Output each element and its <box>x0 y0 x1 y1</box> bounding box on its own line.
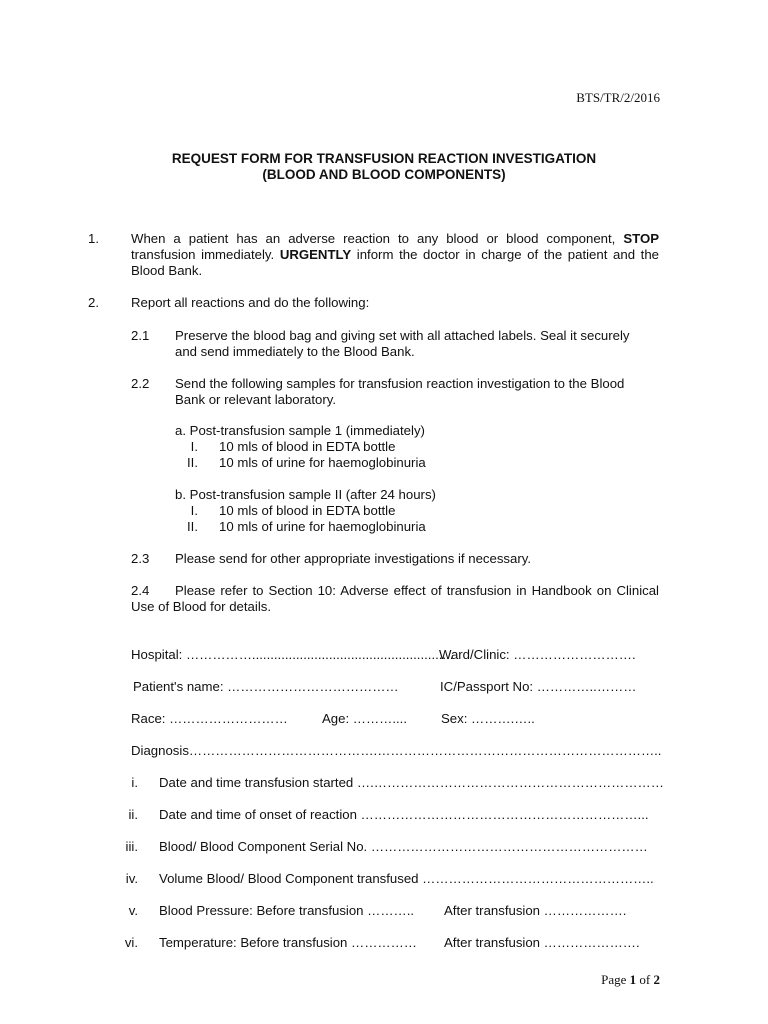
sample-b-heading: b. Post-transfusion sample II (after 24 hours) <box>175 487 436 502</box>
ic-passport-field[interactable]: IC/Passport No: …………..……… <box>440 679 637 694</box>
sample-a-ii-number: II. <box>187 455 198 470</box>
sample-b-ii-number: II. <box>187 519 198 534</box>
sample-a-i-text: 10 mls of blood in EDTA bottle <box>219 439 396 454</box>
sample-b-i-text: 10 mls of blood in EDTA bottle <box>219 503 396 518</box>
item-1-text-part1: When a patient has an adverse reaction to any blood or blood component, <box>131 231 624 246</box>
serial-number-field[interactable]: Blood/ Blood Component Serial No. ……………………………………………………… <box>159 839 648 854</box>
of-word: of <box>636 972 654 987</box>
item-1-text-part3: inform the doctor in charge of the patient and the Blood Bank. <box>131 247 659 278</box>
item-2-1-text: Preserve the blood bag and giving set with all attached labels. Seal it securely and send immediately to the Blood Bank. <box>175 328 630 359</box>
transfusion-start-field[interactable]: Date and time transfusion started ….………………………………………………………… <box>159 775 664 790</box>
row-vi-number: vi. <box>124 935 138 950</box>
item-2-3-text: Please send for other appropriate investigations if necessary. <box>175 551 532 566</box>
row-iii-number: iii. <box>125 839 138 854</box>
temp-before-field[interactable]: Temperature: Before transfusion …………… <box>159 935 417 950</box>
sample-b-i-number: I. <box>190 503 198 518</box>
race-field[interactable]: Race: ……………………… <box>131 711 288 726</box>
item-1-text-part2: transfusion immediately. <box>131 247 280 262</box>
page-current: 1 <box>629 972 637 987</box>
sample-a-heading: a. Post-transfusion sample 1 (immediately) <box>175 423 425 438</box>
item-2-number: 2. <box>88 295 99 310</box>
item-2-2-number: 2.2 <box>131 376 150 391</box>
item-2-2-text: Send the following samples for transfusion reaction investigation to the Blood Bank or relevant laboratory. <box>175 376 625 407</box>
item-1-text <box>131 231 659 279</box>
item-2-4-text <box>131 583 659 615</box>
bp-after-field[interactable]: After transfusion ………………. <box>444 903 627 918</box>
hospital-field[interactable]: Hospital: ……………....................................................... <box>131 647 454 662</box>
sample-b-ii-text: 10 mls of urine for haemoglobinuria <box>219 519 426 534</box>
sex-field[interactable]: Sex: ……….….. <box>441 711 535 726</box>
page-total: 2 <box>653 972 660 987</box>
sample-a-ii-text: 10 mls of urine for haemoglobinuria <box>219 455 426 470</box>
item-2-4-number: 2.4 <box>131 583 150 598</box>
page-subtitle: (BLOOD AND BLOOD COMPONENTS) <box>262 167 506 182</box>
patient-name-field[interactable]: Patient's name: ………………………………… <box>133 679 399 694</box>
bp-before-field[interactable]: Blood Pressure: Before transfusion ……….. <box>159 903 415 918</box>
age-field[interactable]: Age: ……….... <box>322 711 408 726</box>
ward-clinic-field[interactable]: Ward/Clinic: ………………………. <box>439 647 636 662</box>
item-2-3-number: 2.3 <box>131 551 150 566</box>
page-title: REQUEST FORM FOR TRANSFUSION REACTION INVESTIGATION <box>171 151 597 166</box>
page-word: Page <box>601 972 630 987</box>
item-2-text: Report all reactions and do the following: <box>131 295 370 310</box>
item-2-4-body: Please refer to Section 10: Adverse effect of transfusion in Handbook on Clinical Use of Blood for details. <box>131 583 659 614</box>
row-ii-number: ii. <box>128 807 138 822</box>
temp-after-field[interactable]: After transfusion …………………. <box>444 935 640 950</box>
item-2-1-number: 2.1 <box>131 328 150 343</box>
item-1-stop-emphasis: STOP <box>623 231 659 246</box>
item-1-urgently-emphasis: URGENTLY <box>279 247 352 262</box>
page-number <box>601 972 660 988</box>
reaction-onset-field[interactable]: Date and time of onset of reaction ………………………………………………………... <box>159 807 649 822</box>
row-iv-number: iv. <box>125 871 138 886</box>
row-v-number: v. <box>128 903 138 918</box>
item-1-number: 1. <box>88 231 99 246</box>
sample-a-i-number: I. <box>190 439 198 454</box>
diagnosis-field[interactable]: Diagnosis…………………………………….……………………………………………………….. <box>131 743 662 758</box>
volume-transfused-field[interactable]: Volume Blood/ Blood Component transfused …………………………………………….. <box>159 871 654 886</box>
document-reference-code: BTS/TR/2/2016 <box>576 90 660 105</box>
row-i-number: i. <box>131 775 138 790</box>
